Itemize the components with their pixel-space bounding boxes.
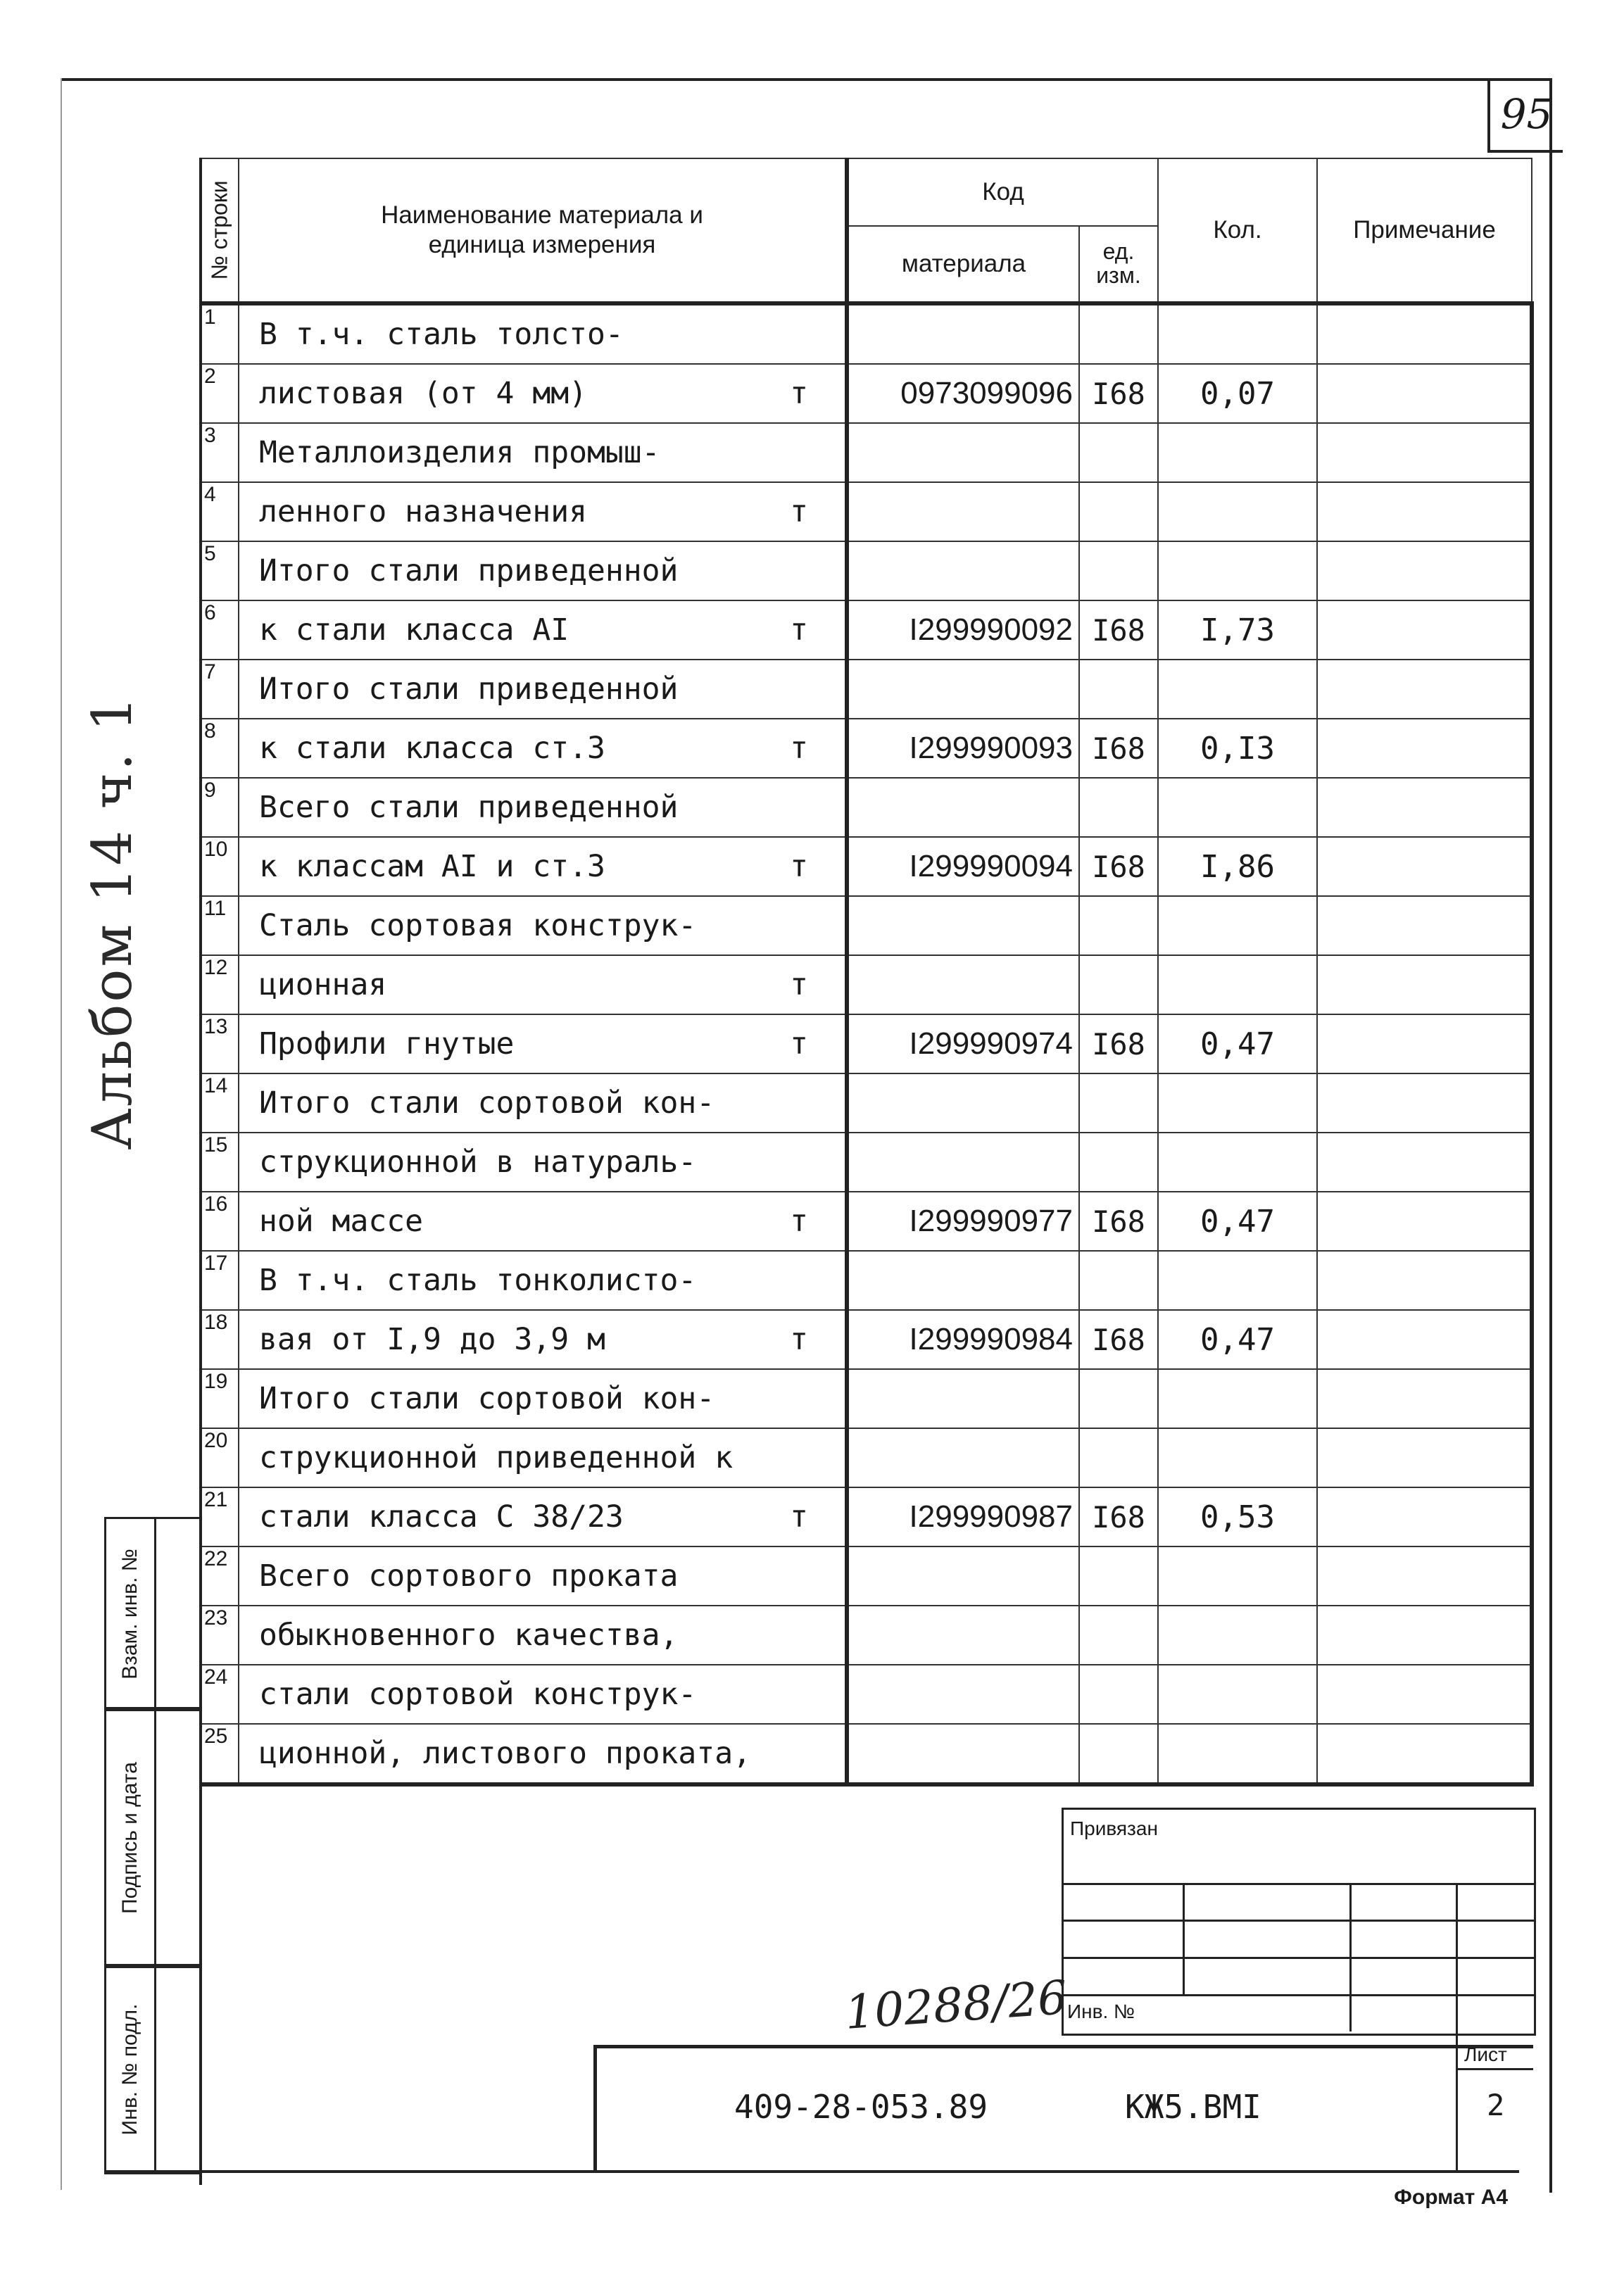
table-row: [200, 1606, 1532, 1665]
vzam-inv-label: Взам. инв. №: [118, 1549, 141, 1680]
material-code-text: I299990977: [909, 1204, 1073, 1238]
material-code-cell: [847, 364, 1079, 423]
note-cell: [1317, 1133, 1532, 1192]
sheet-label-line: [1456, 2068, 1533, 2070]
row-number-text: 9: [204, 779, 216, 802]
quantity-text: 0,47: [1200, 1321, 1275, 1358]
material-name-cell: [239, 1251, 847, 1310]
unit-code-cell: [1079, 1014, 1158, 1073]
quantity-cell: [1158, 778, 1317, 837]
note-cell: [1317, 303, 1532, 364]
material-name-text: Итого стали приведенной: [259, 672, 679, 707]
material-code-text: I299990093: [909, 731, 1073, 765]
material-code-cell: [847, 1192, 1079, 1251]
table-row: [200, 1546, 1532, 1606]
row-number-cell: [200, 423, 239, 482]
row-number-text: 13: [204, 1015, 228, 1038]
row-number-text: 16: [204, 1192, 228, 1216]
quantity-cell: [1158, 837, 1317, 896]
material-code-cell: [847, 660, 1079, 719]
unit-code-cell: [1079, 896, 1158, 955]
table-row: [200, 1665, 1532, 1724]
unit-code-cell: [1079, 1606, 1158, 1665]
row-number-cell: [200, 1546, 239, 1606]
table-row: [200, 1133, 1532, 1192]
quantity-text: 0,47: [1200, 1203, 1275, 1240]
quantity-cell: [1158, 1133, 1317, 1192]
note-cell: [1317, 955, 1532, 1014]
quantity-cell: [1158, 1192, 1317, 1251]
row-number-cell: [200, 541, 239, 600]
unit-code-cell: [1079, 660, 1158, 719]
row-number-cell: [200, 719, 239, 778]
row-number-cell: [200, 1073, 239, 1133]
note-cell: [1317, 1487, 1532, 1546]
quantity-text: 0,07: [1200, 375, 1275, 412]
quantity-cell: [1158, 1251, 1317, 1310]
material-code-cell: [847, 1014, 1079, 1073]
material-name-text: ционная: [259, 967, 387, 1002]
material-name-cell: [239, 1665, 847, 1724]
material-code-cell: [847, 1251, 1079, 1310]
material-name-text: Сталь сортовая конструк-: [259, 908, 697, 943]
doc-row-top-line: [593, 2045, 1533, 2048]
material-code-cell: [847, 303, 1079, 364]
table-row: [200, 837, 1532, 896]
unit-of-measure: т: [790, 967, 808, 1002]
row-number-cell: [200, 364, 239, 423]
material-name-text: обыкновенного качества,: [259, 1618, 679, 1653]
attached-vline-3: [1456, 1883, 1458, 2031]
note-cell: [1317, 1014, 1532, 1073]
attached-label: Привязан: [1070, 1817, 1158, 1839]
unit-code-text: I68: [1092, 376, 1145, 411]
material-name-cell: [239, 1606, 847, 1665]
table-row: [200, 778, 1532, 837]
material-name-cell: [239, 778, 847, 837]
unit-of-measure: т: [790, 612, 808, 648]
material-code-cell: [847, 541, 1079, 600]
table-row: [200, 1310, 1532, 1369]
row-number-cell: [200, 1251, 239, 1310]
frame-bottom-line: [104, 2170, 1519, 2173]
row-number-cell: [200, 1428, 239, 1487]
unit-code-cell: [1079, 1192, 1158, 1251]
material-name-text: Итого стали сортовой кон-: [259, 1085, 715, 1121]
note-cell: [1317, 482, 1532, 541]
unit-code-cell: [1079, 303, 1158, 364]
material-name-cell: [239, 541, 847, 600]
row-number-text: 12: [204, 956, 228, 979]
row-number-text: 10: [204, 838, 228, 861]
material-code-cell: [847, 1487, 1079, 1546]
material-code-cell: [847, 423, 1079, 482]
quantity-text: I,86: [1200, 848, 1275, 885]
row-number-cell: [200, 955, 239, 1014]
header-quantity: Кол.: [1158, 158, 1317, 303]
material-name-cell: [239, 1192, 847, 1251]
row-number-cell: [200, 1310, 239, 1369]
table-row: [200, 1369, 1532, 1428]
table-row: [200, 541, 1532, 600]
note-cell: [1317, 1192, 1532, 1251]
sheet-number: 2: [1487, 2088, 1505, 2122]
unit-code-text: I68: [1092, 612, 1145, 648]
material-code-text: 0973099096: [900, 376, 1073, 410]
materials-table: [199, 158, 1534, 1787]
material-code-cell: [847, 1724, 1079, 1784]
material-name-cell: [239, 1724, 847, 1784]
row-number-text: 11: [204, 897, 227, 920]
quantity-cell: [1158, 955, 1317, 1014]
material-name-cell: [239, 482, 847, 541]
quantity-cell: [1158, 364, 1317, 423]
attached-vline-1: [1183, 1883, 1185, 1994]
unit-code-text: I68: [1092, 1499, 1145, 1535]
material-name-text: стали сортовой конструк-: [259, 1677, 697, 1712]
quantity-cell: [1158, 303, 1317, 364]
album-annotation: Альбом 14 ч. 1: [81, 694, 144, 1150]
material-name-text: вая от I,9 до 3,9 м: [259, 1322, 605, 1357]
quantity-cell: [1158, 1665, 1317, 1724]
unit-code-cell: [1079, 1073, 1158, 1133]
quantity-cell: [1158, 1428, 1317, 1487]
material-name-cell: [239, 955, 847, 1014]
material-code-cell: [847, 1073, 1079, 1133]
row-number-cell: [200, 1487, 239, 1546]
sheet-divider: [1456, 2031, 1458, 2170]
page-number: 95: [1487, 78, 1563, 153]
material-name-text: Итого стали приведенной: [259, 553, 679, 588]
note-cell: [1317, 896, 1532, 955]
quantity-text: 0,47: [1200, 1026, 1275, 1062]
unit-code-cell: [1079, 778, 1158, 837]
quantity-cell: [1158, 1606, 1317, 1665]
row-number-cell: [200, 600, 239, 660]
table-row: [200, 1073, 1532, 1133]
material-name-text: ной массе: [259, 1204, 423, 1239]
row-number-text: 6: [204, 601, 216, 624]
material-name-cell: [239, 364, 847, 423]
row-number-text: 3: [204, 424, 216, 447]
material-code-cell: [847, 600, 1079, 660]
material-code-text: I299990974: [909, 1026, 1073, 1061]
material-name-text: Всего стали приведенной: [259, 790, 679, 825]
material-name-text: ленного назначения: [259, 494, 587, 529]
quantity-cell: [1158, 600, 1317, 660]
material-name-text: Всего сортового проката: [259, 1558, 679, 1594]
material-name-cell: [239, 660, 847, 719]
doc-mark: КЖ5.ВМI: [1125, 2088, 1261, 2126]
table-row: [200, 1487, 1532, 1546]
unit-code-cell: [1079, 1665, 1158, 1724]
table-row: [200, 1428, 1532, 1487]
table-row: [200, 660, 1532, 719]
inv-orig-label: Инв. № подл.: [118, 2003, 141, 2135]
table-row: [200, 423, 1532, 482]
note-cell: [1317, 1428, 1532, 1487]
note-cell: [1317, 364, 1532, 423]
table-row: [200, 1724, 1532, 1784]
unit-code-text: I68: [1092, 731, 1145, 766]
unit-code-cell: [1079, 1428, 1158, 1487]
material-name-cell: [239, 1310, 847, 1369]
header-name: Наименование материала и единица измерения: [239, 158, 847, 303]
header-code: Код: [847, 158, 1158, 226]
row-number-text: 1: [204, 305, 216, 329]
unit-of-measure: т: [790, 1026, 808, 1061]
material-code-cell: [847, 1133, 1079, 1192]
quantity-cell: [1158, 1073, 1317, 1133]
table-row: [200, 1192, 1532, 1251]
row-number-cell: [200, 896, 239, 955]
unit-code-cell: [1079, 1310, 1158, 1369]
quantity-text: 0,I3: [1200, 730, 1275, 767]
material-name-cell: [239, 303, 847, 364]
note-cell: [1317, 660, 1532, 719]
quantity-cell: [1158, 1546, 1317, 1606]
row-number-text: 20: [204, 1429, 228, 1452]
note-cell: [1317, 1369, 1532, 1428]
table-row: [200, 896, 1532, 955]
unit-code-cell: [1079, 1546, 1158, 1606]
material-name-cell: [239, 1428, 847, 1487]
material-name-text: стали класса С 38/23: [259, 1499, 624, 1535]
material-name-text: струкционной в натураль-: [259, 1145, 697, 1180]
vzam-inv-box: [104, 1517, 201, 1711]
note-cell: [1317, 600, 1532, 660]
unit-of-measure: т: [790, 1322, 808, 1357]
material-code-text: I299990092: [909, 612, 1073, 647]
material-code-text: I299990987: [909, 1499, 1073, 1534]
unit-code-cell: [1079, 955, 1158, 1014]
unit-of-measure: т: [790, 494, 808, 529]
quantity-text: 0,53: [1200, 1499, 1275, 1535]
quantity-cell: [1158, 660, 1317, 719]
material-name-cell: [239, 1014, 847, 1073]
row-number-text: 19: [204, 1370, 228, 1393]
note-cell: [1317, 1546, 1532, 1606]
material-name-text: к стали класса ст.3: [259, 731, 605, 766]
header-code-material: материала: [847, 226, 1079, 303]
signature-date-label: Подпись и дата: [118, 1761, 141, 1914]
material-name-text: струкционной приведенной к: [259, 1440, 734, 1475]
row-number-cell: [200, 778, 239, 837]
note-cell: [1317, 1251, 1532, 1310]
material-name-text: Металлоизделия промыш-: [259, 435, 660, 470]
unit-code-cell: [1079, 837, 1158, 896]
note-cell: [1317, 778, 1532, 837]
row-number-text: 17: [204, 1252, 228, 1275]
material-name-cell: [239, 1133, 847, 1192]
row-number-text: 5: [204, 542, 216, 565]
unit-code-cell: [1079, 1724, 1158, 1784]
material-code-cell: [847, 1428, 1079, 1487]
sheet-label: Лист: [1464, 2043, 1507, 2065]
material-code-cell: [847, 482, 1079, 541]
quantity-cell: [1158, 1487, 1317, 1546]
unit-code-cell: [1079, 541, 1158, 600]
material-code-cell: [847, 955, 1079, 1014]
material-code-cell: [847, 1665, 1079, 1724]
attached-vline-2: [1349, 1883, 1352, 2031]
quantity-cell: [1158, 1369, 1317, 1428]
attached-line-3: [1062, 1957, 1534, 1959]
material-name-cell: [239, 423, 847, 482]
handwritten-number: 10288/26: [843, 1970, 1069, 2040]
header-code-unit: ед. изм.: [1079, 226, 1158, 303]
row-number-text: 15: [204, 1133, 228, 1157]
material-name-text: к классам AI и ст.3: [259, 849, 605, 884]
table-row: [200, 955, 1532, 1014]
material-name-cell: [239, 600, 847, 660]
unit-of-measure: т: [790, 376, 808, 411]
note-cell: [1317, 423, 1532, 482]
quantity-cell: [1158, 1724, 1317, 1784]
row-number-text: 22: [204, 1547, 228, 1570]
unit-code-text: I68: [1092, 849, 1145, 884]
row-number-text: 21: [204, 1488, 228, 1511]
unit-code-cell: [1079, 482, 1158, 541]
row-number-cell: [200, 837, 239, 896]
note-cell: [1317, 719, 1532, 778]
row-number-cell: [200, 1133, 239, 1192]
material-name-cell: [239, 1546, 847, 1606]
material-code-cell: [847, 1310, 1079, 1369]
attached-line-4: [1062, 1994, 1534, 1996]
table-row: [200, 364, 1532, 423]
row-number-text: 14: [204, 1074, 228, 1097]
attached-line-1: [1062, 1883, 1534, 1885]
material-name-cell: [239, 1369, 847, 1428]
material-name-text: к стали класса AI: [259, 612, 569, 648]
row-number-cell: [200, 1665, 239, 1724]
unit-code-cell: [1079, 1133, 1158, 1192]
material-name-text: В т.ч. сталь тонколисто-: [259, 1263, 697, 1298]
doc-number: 409-28-053.89: [734, 2088, 988, 2126]
unit-code-cell: [1079, 1251, 1158, 1310]
row-number-text: 7: [204, 660, 216, 683]
unit-code-text: I68: [1092, 1204, 1145, 1239]
material-code-cell: [847, 719, 1079, 778]
material-name-text: ционной, листового проката,: [259, 1736, 751, 1771]
unit-code-cell: [1079, 364, 1158, 423]
signature-date-box: [104, 1707, 201, 1968]
unit-code-cell: [1079, 719, 1158, 778]
unit-code-cell: [1079, 600, 1158, 660]
material-name-text: листовая (от 4 мм): [259, 376, 587, 411]
material-name-text: Профили гнутые: [259, 1026, 515, 1061]
header-note: Примечание: [1317, 158, 1532, 303]
row-number-text: 25: [204, 1725, 228, 1748]
row-number-text: 2: [204, 365, 216, 388]
material-code-cell: [847, 1606, 1079, 1665]
unit-code-cell: [1079, 1369, 1158, 1428]
unit-of-measure: т: [790, 1204, 808, 1239]
unit-code-text: I68: [1092, 1322, 1145, 1357]
note-cell: [1317, 837, 1532, 896]
material-code-text: I299990984: [909, 1322, 1073, 1356]
note-cell: [1317, 1606, 1532, 1665]
unit-of-measure: т: [790, 1499, 808, 1535]
unit-code-cell: [1079, 1487, 1158, 1546]
quantity-cell: [1158, 719, 1317, 778]
table-row: [200, 482, 1532, 541]
quantity-cell: [1158, 1310, 1317, 1369]
note-cell: [1317, 1724, 1532, 1784]
material-code-cell: [847, 837, 1079, 896]
material-name-cell: [239, 1073, 847, 1133]
row-number-text: 23: [204, 1606, 228, 1630]
unit-of-measure: т: [790, 849, 808, 884]
note-cell: [1317, 1073, 1532, 1133]
quantity-cell: [1158, 423, 1317, 482]
row-number-text: 8: [204, 719, 216, 743]
material-name-cell: [239, 719, 847, 778]
doc-row-left-line: [593, 2045, 597, 2170]
inv-orig-box: [104, 1964, 201, 2174]
row-number-text: 4: [204, 483, 216, 506]
material-name-cell: [239, 837, 847, 896]
quantity-cell: [1158, 896, 1317, 955]
inv-no-label: Инв. №: [1067, 2001, 1135, 2022]
frame-left-edge: [61, 78, 62, 2190]
table-row: [200, 303, 1532, 364]
table-row: [200, 1251, 1532, 1310]
row-number-cell: [200, 1014, 239, 1073]
row-number-cell: [200, 660, 239, 719]
row-number-cell: [200, 1724, 239, 1784]
quantity-text: I,73: [1200, 612, 1275, 648]
material-code-cell: [847, 896, 1079, 955]
attached-line-2: [1062, 1920, 1534, 1922]
note-cell: [1317, 1310, 1532, 1369]
header-row-number: № строки: [200, 158, 239, 303]
material-code-cell: [847, 778, 1079, 837]
material-code-text: I299990094: [909, 849, 1073, 883]
material-code-cell: [847, 1369, 1079, 1428]
quantity-cell: [1158, 482, 1317, 541]
row-number-cell: [200, 1369, 239, 1428]
row-number-cell: [200, 482, 239, 541]
table-row: [200, 1014, 1532, 1073]
table-row: [200, 600, 1532, 660]
quantity-cell: [1158, 1014, 1317, 1073]
unit-of-measure: т: [790, 731, 808, 766]
row-number-cell: [200, 1192, 239, 1251]
row-number-text: 24: [204, 1665, 228, 1689]
material-name-cell: [239, 896, 847, 955]
material-code-cell: [847, 1546, 1079, 1606]
material-name-text: В т.ч. сталь толсто-: [259, 317, 624, 352]
format-label: Формат А4: [1394, 2186, 1508, 2209]
row-number-cell: [200, 1606, 239, 1665]
table-row: [200, 719, 1532, 778]
row-number-cell: [200, 303, 239, 364]
row-number-text: 18: [204, 1311, 228, 1334]
note-cell: [1317, 1665, 1532, 1724]
material-name-cell: [239, 1487, 847, 1546]
quantity-cell: [1158, 541, 1317, 600]
note-cell: [1317, 541, 1532, 600]
unit-code-text: I68: [1092, 1026, 1145, 1061]
unit-code-cell: [1079, 423, 1158, 482]
material-name-text: Итого стали сортовой кон-: [259, 1381, 715, 1416]
